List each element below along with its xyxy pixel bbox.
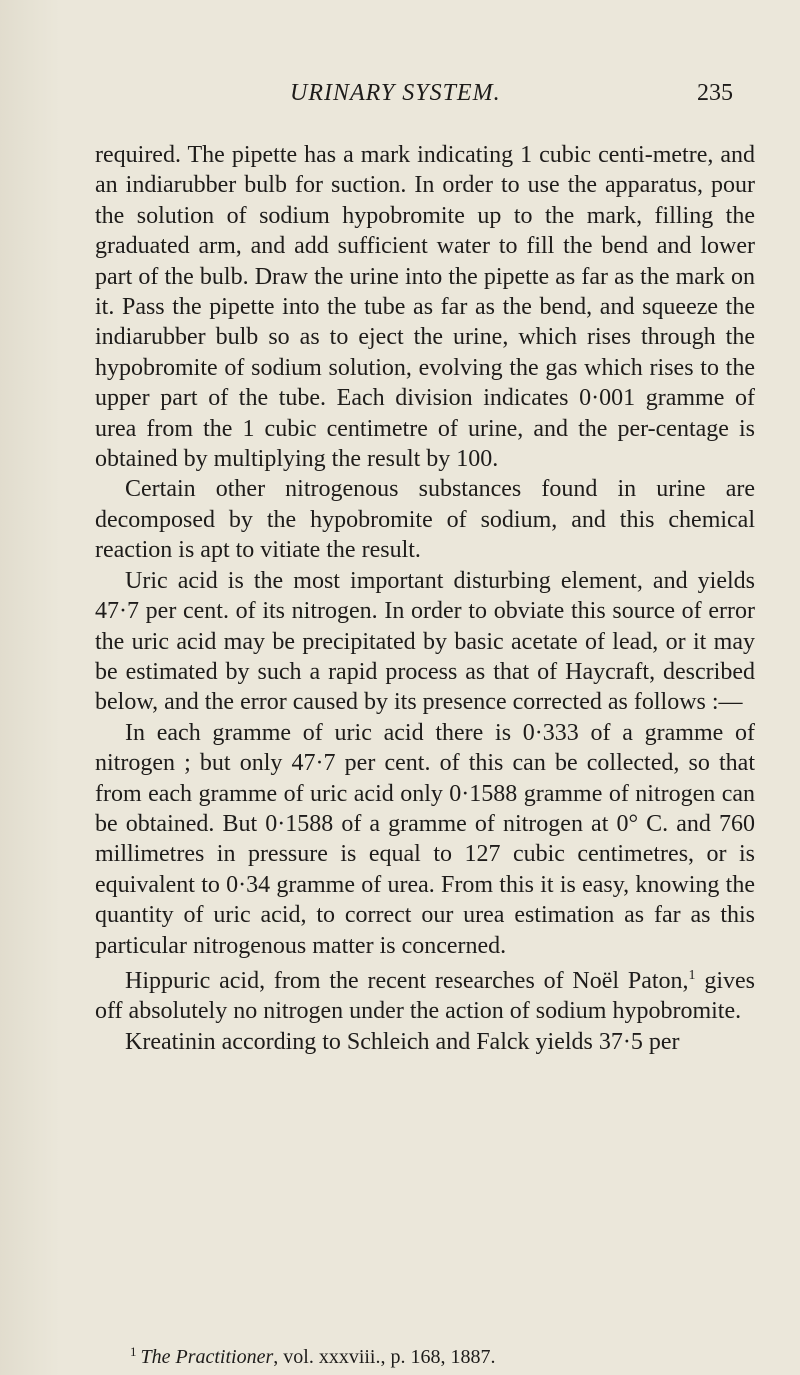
footnote (130, 1340, 770, 1369)
body-text (95, 140, 755, 1057)
hippuric-text-before: Hippuric acid, from the recent researches of Noël Paton, (125, 967, 689, 994)
footnote-mark: 1 (130, 1344, 137, 1359)
paragraph-pipette-procedure: required. The pipette has a mark indicating 1 cubic centi-metre, and an indiarubber bulb for suction. In order to use the apparatus, pour the solution of sodium hypobromite up to the mark, filling the graduated arm, and add sufficient water to fill the bend and lower part of the bulb. Draw the urine into the pipette as far as the mark on it. Pass the pipette into the tube as far as the bend, and squeeze the indiarubber bulb so as to eject the urine, which rises through the hypobromite of sodium solution, evolving the gas which rises to the upper part of the tube. Each division indicates 0·001 gramme of urea from the 1 cubic centimetre of urine, and the per-centage is obtained by multiplying the result by 100. (95, 142, 755, 473)
footnote-reference: 1 (688, 967, 696, 983)
footnote-journal-title: The Practitioner (140, 1346, 274, 1368)
paragraph-uric-acid-calculation: In each gramme of uric acid there is 0·333 of a gramme of nitrogen ; but only 47·7 per cent. of this can be collected, so that from each gramme of uric acid only 0·1588 gramme of nitrogen can be obtained. But 0·1588 of a gramme of nitrogen at 0° C. and 760 millimetres in pressure is equal to 127 cubic centimetres, or is equivalent to 0·34 gramme of urea. From this it is easy, knowing the quantity of uric acid, to correct our urea estimation as far as this particular nitrogenous matter is concerned. (95, 719, 755, 959)
footnote-citation: , vol. xxxviii., p. 168, 1887. (273, 1346, 496, 1368)
paragraph-uric-acid: Uric acid is the most important disturbing element, and yields 47·7 per cent. of its nitrogen. In order to obviate this source of error the uric acid may be precipitated by basic acetate of lead, or it may be estimated by such a rapid process as that of Haycraft, described below, and the error caused by its presence corrected as follows :— (95, 567, 755, 716)
running-head: URINARY SYSTEM. (290, 80, 501, 106)
page-number: 235 (697, 80, 733, 106)
paragraph-hippuric-acid (95, 961, 755, 1027)
paragraph-kreatinin: Kreatinin according to Schleich and Falck yields 37·5 per (125, 1028, 680, 1055)
page-header (0, 80, 800, 120)
paragraph-nitrogenous-substances: Certain other nitrogenous substances found in urine are decomposed by the hypobromite of sodium, and this chemical reaction is apt to vitiate the result. (95, 476, 755, 564)
hippuric-text-after: gives off absolutely no nitrogen under the action of sodium hypobromite. (95, 967, 755, 1025)
